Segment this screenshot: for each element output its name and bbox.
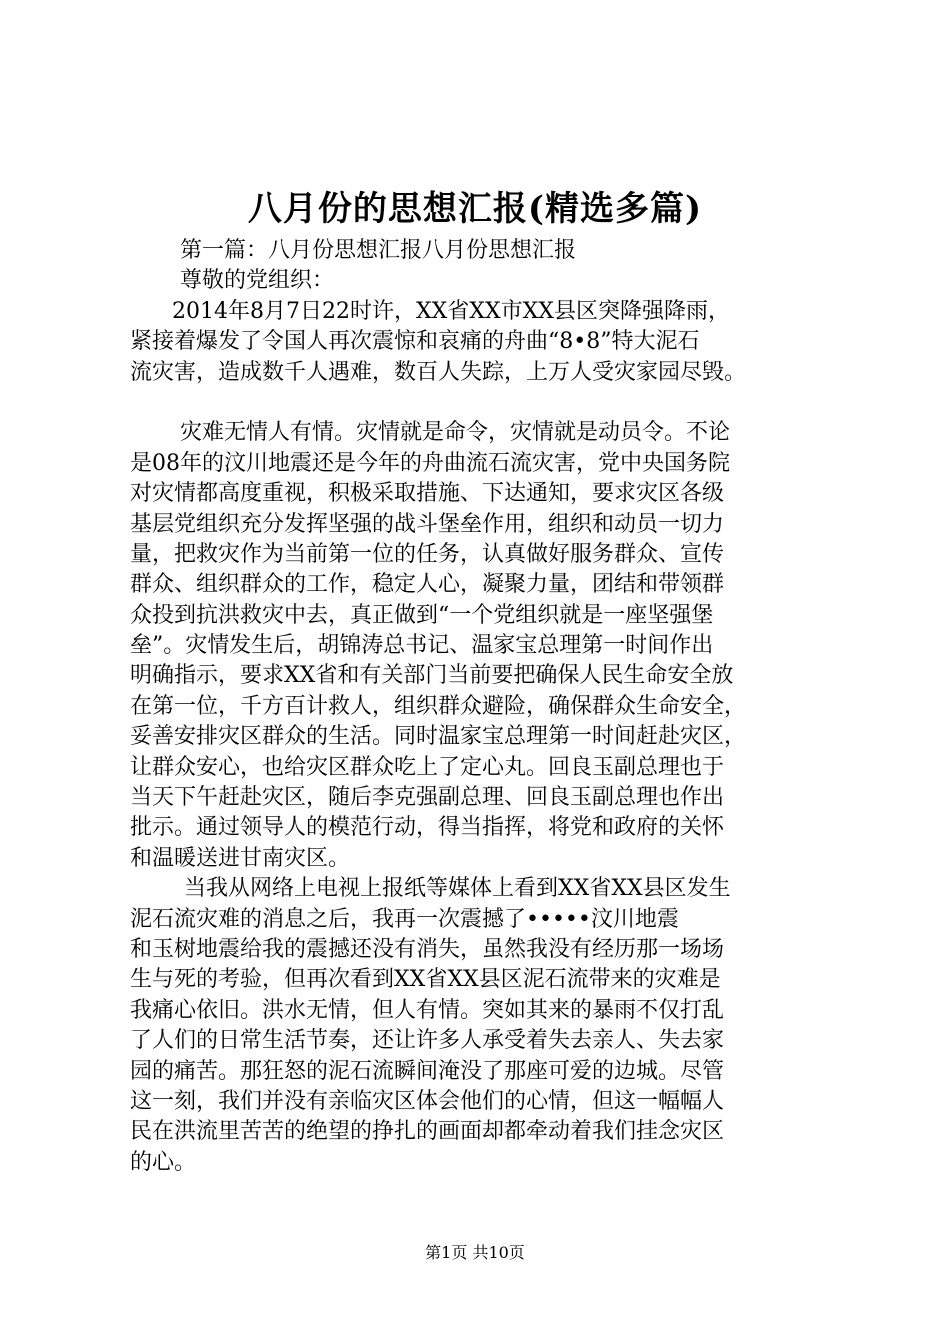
paragraph-line: 泥石流灾难的消息之后，我再一次震撼了•••••汶川地震 — [130, 906, 679, 932]
paragraph-line: 在第一位，千方百计救人，组织群众避险，确保群众生命安全， — [130, 693, 747, 719]
paragraph-line: 垒”。灾情发生后，胡锦涛总书记、温家宝总理第一时间作出 — [130, 633, 714, 659]
paragraph-line: 我痛心依旧。洪水无情，但人有情。突如其来的暴雨不仅打乱 — [130, 997, 725, 1023]
page-footer: 第1页 共10页 — [425, 1243, 525, 1262]
paragraph-line: 民在洪流里苦苦的绝望的挣扎的画面却都牵动着我们挂念灾区 — [130, 1119, 725, 1145]
paragraph-line: 的心。 — [130, 1149, 197, 1175]
paragraph-line: 量，把救灾作为当前第一位的任务，认真做好服务群众、宣传 — [130, 541, 725, 567]
paragraph-line: 和玉树地震给我的震撼还没有消失，虽然我没有经历那一场场 — [130, 936, 725, 962]
paragraph-line: 妥善安排灾区群众的生活。同时温家宝总理第一时间赶赴灾区， — [130, 724, 747, 750]
document-title: 八月份的思想汇报(精选多篇) — [247, 189, 703, 229]
paragraph-line: 批示。通过领导人的模范行动，得当指挥，将党和政府的关怀 — [130, 815, 725, 841]
paragraph-line: 当我从网络上电视上报纸等媒体上看到XX省XX县区发生 — [184, 876, 731, 902]
salutation: 尊敬的党组织： — [180, 268, 335, 294]
paragraph-line: 是08年的汶川地震还是今年的舟曲流石流灾害，党中央国务院 — [130, 450, 730, 476]
paragraph-line: 灾难无情人有情。灾情就是命令，灾情就是动员令。不论 — [180, 420, 731, 446]
paragraph-line: 基层党组织充分发挥坚强的战斗堡垒作用，组织和动员一切力 — [130, 511, 725, 537]
paragraph-line: 园的痛苦。那狂怒的泥石流瞬间淹没了那座可爱的边城。尽管 — [130, 1058, 725, 1084]
paragraph-line: 让群众安心，也给灾区群众吃上了定心丸。回良玉副总理也于 — [130, 754, 725, 780]
paragraph-line: 紧接着爆发了令国人再次震惊和哀痛的舟曲“8•8”特大泥石 — [130, 329, 700, 355]
paragraph-line: 流灾害，造成数千人遇难，数百人失踪，上万人受灾家园尽毁。 — [130, 359, 747, 385]
paragraph-line: 了人们的日常生活节奏，还让许多人承受着失去亲人、失去家 — [130, 1028, 725, 1054]
document-body — [130, 236, 840, 1178]
paragraph-line: 群众、组织群众的工作，稳定人心，凝聚力量，团结和带领群 — [130, 572, 725, 598]
paragraph-line: 当天下午赶赴灾区，随后李克强副总理、回良玉副总理也作出 — [130, 785, 725, 811]
paragraph-line: 和温暖送进甘南灾区。 — [130, 845, 351, 871]
paragraph-line: 这一刻，我们并没有亲临灾区体会他们的心情，但这一幅幅人 — [130, 1088, 725, 1114]
section-heading: 第一篇：八月份思想汇报八月份思想汇报 — [180, 238, 577, 263]
paragraph-line: 生与死的考验，但再次看到XX省XX县区泥石流带来的灾难是 — [130, 967, 721, 993]
blank-line — [130, 388, 840, 418]
paragraph-line: 2014年8月7日22时许，XX省XX市XX县区突降强降雨， — [172, 298, 730, 324]
paragraph-line: 明确指示，要求XX省和有关部门当前要把确保人民生命安全放 — [130, 663, 734, 689]
paragraph-line: 众投到抗洪救灾中去，真正做到“一个党组织就是一座坚强堡 — [130, 602, 714, 628]
paragraph-line: 对灾情都高度重视，积极采取措施、下达通知，要求灾区各级 — [130, 481, 725, 507]
